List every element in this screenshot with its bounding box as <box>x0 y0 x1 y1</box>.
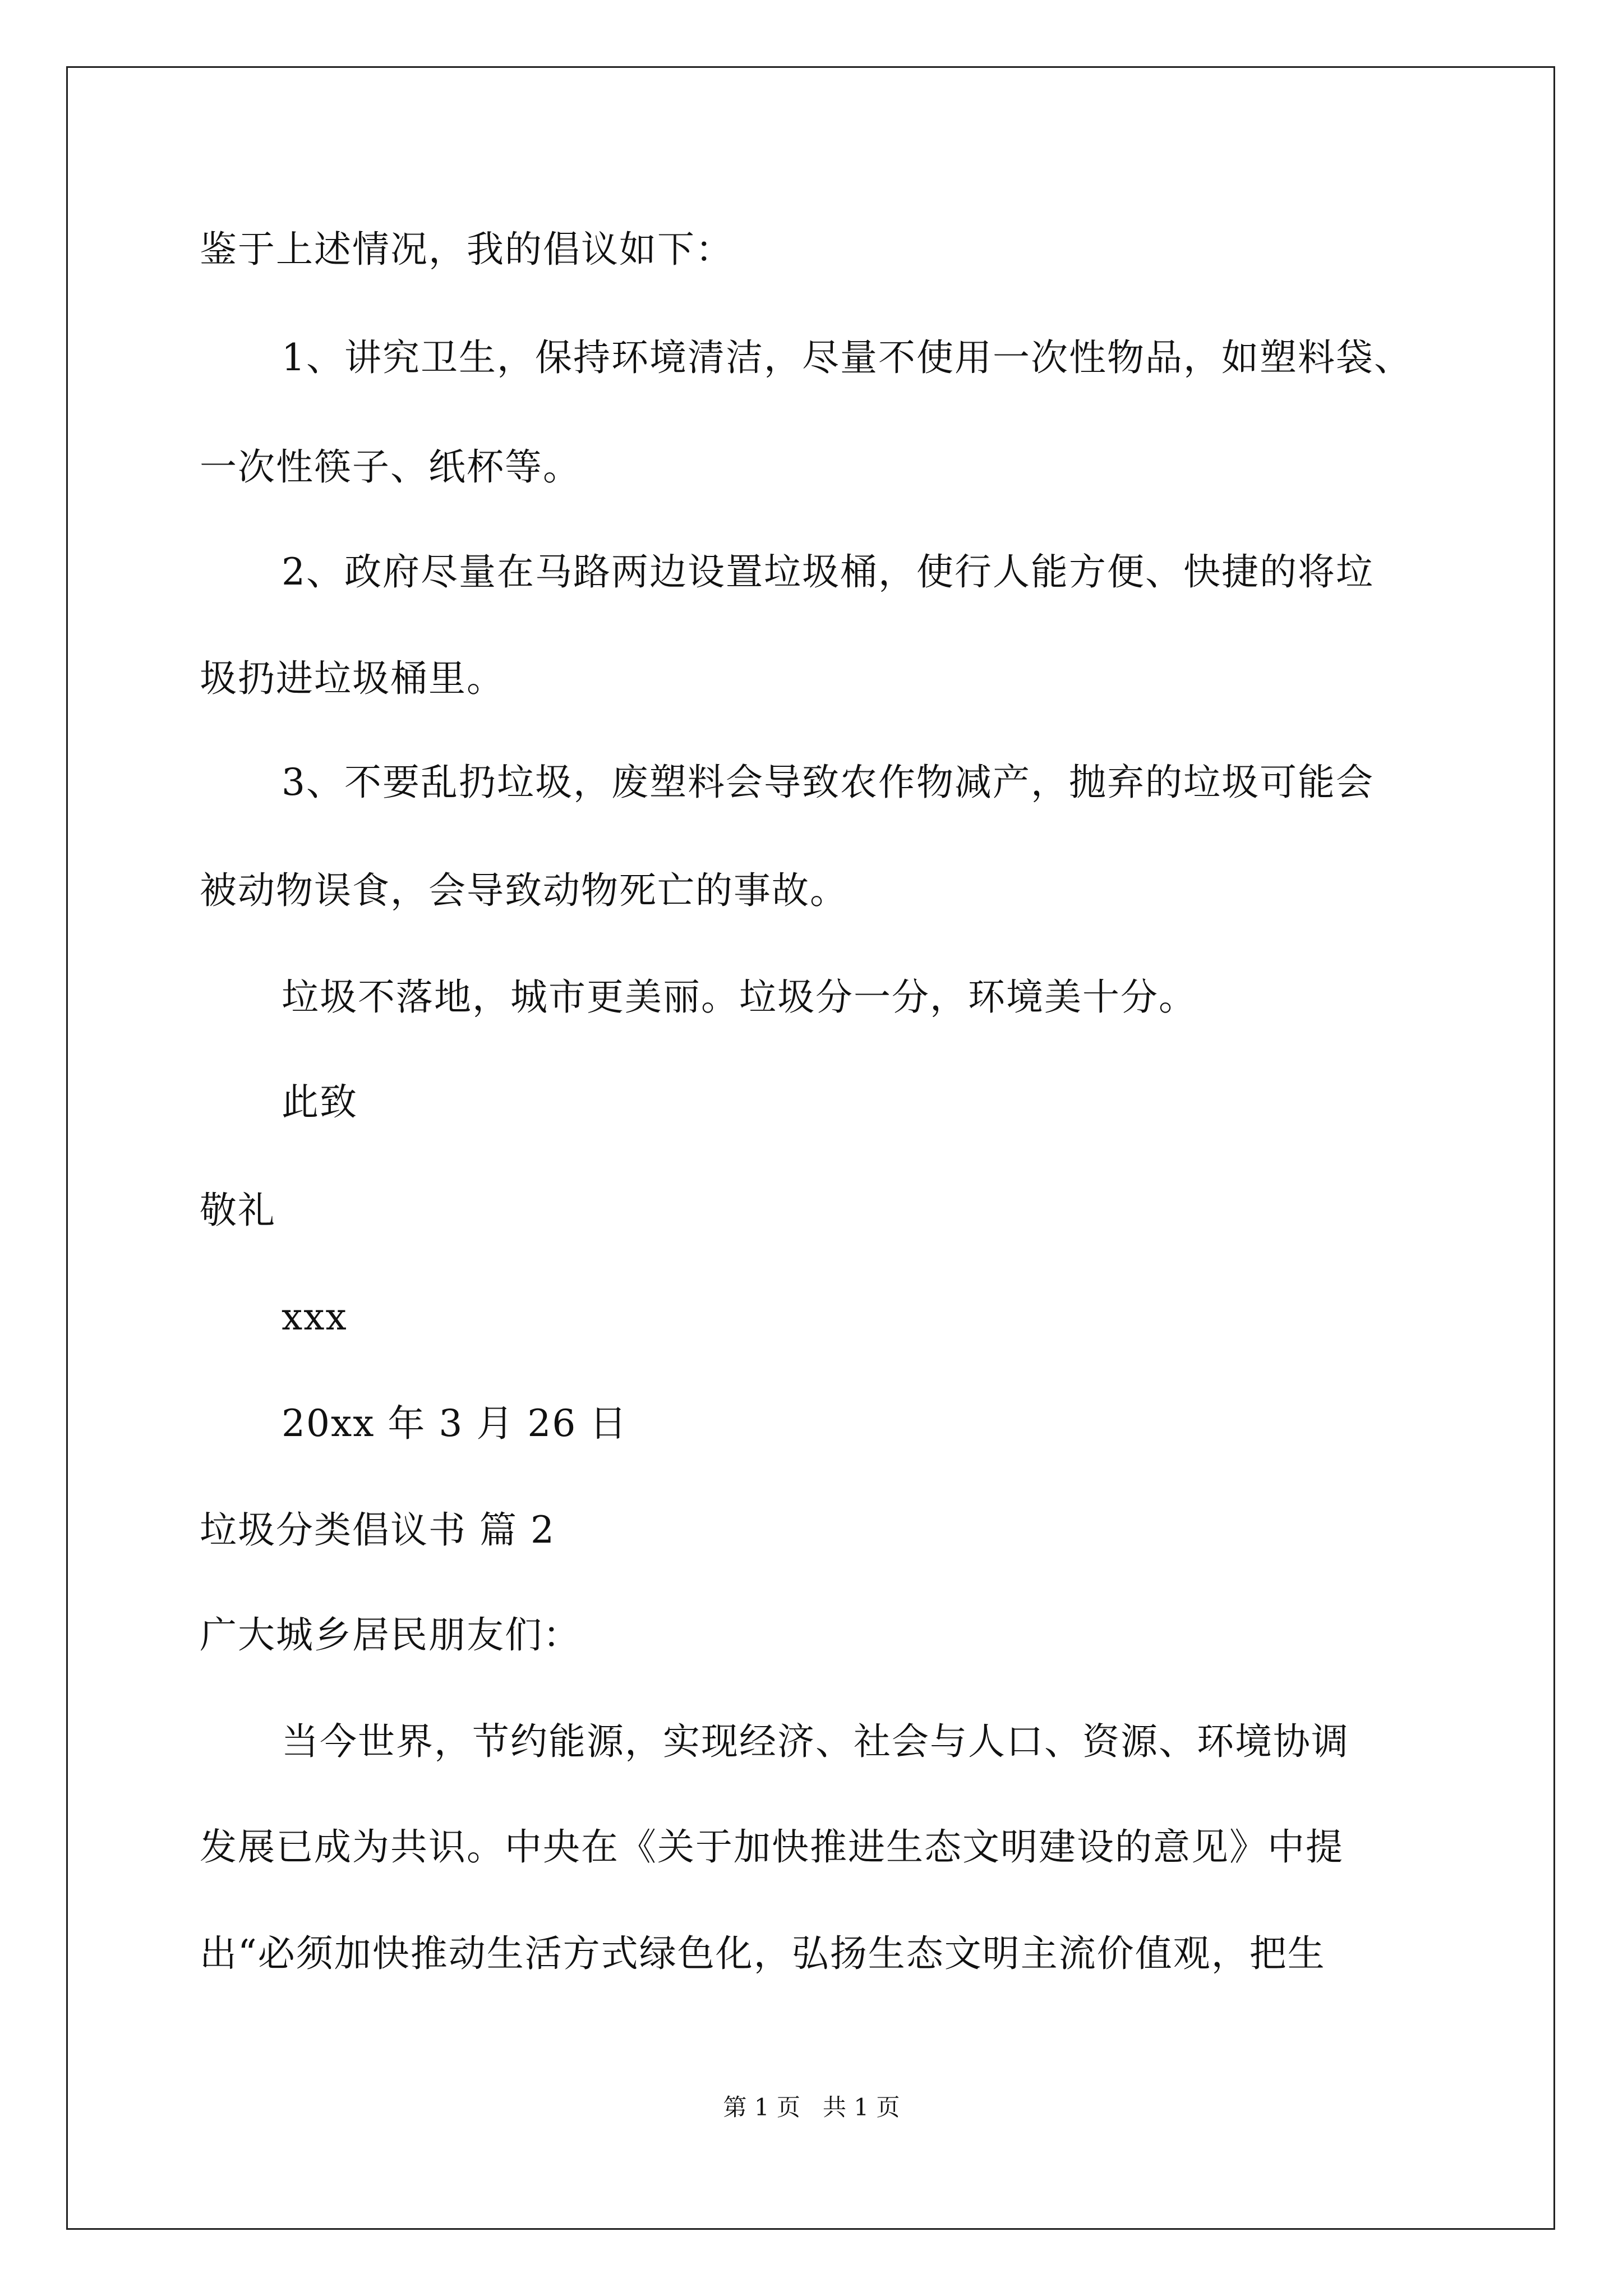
greeting-line: 广大城乡居民朋友们： <box>200 1613 581 1657</box>
body-line-3: 出“必须加快推动生活方式绿色化，弘扬生态文明主流价值观，把生 <box>200 1932 1326 1975</box>
slogan-line: 垃圾不落地，城市更美丽。垃圾分一分，环境美十分。 <box>282 976 1197 1019</box>
closing-line: 此致 <box>282 1080 358 1124</box>
item-1-line-1: 1、讲究卫生，保持环境清洁，尽量不使用一次性物品，如塑料袋、 <box>282 336 1412 379</box>
section-heading: 垃圾分类倡议书 篇 2 <box>200 1508 555 1552</box>
item-1-line-2: 一次性筷子、纸杯等。 <box>200 445 581 489</box>
intro-line: 鉴于上述情况，我的倡议如下： <box>200 228 734 271</box>
body-line-1: 当今世界，节约能源，实现经济、社会与人口、资源、环境协调 <box>282 1720 1349 1763</box>
body-line-2: 发展已成为共识。中央在《关于加快推进生态文明建设的意见》中提 <box>200 1825 1344 1869</box>
date-line: 20xx 年 3 月 26 日 <box>282 1402 628 1445</box>
page-footer: 第 1 页 共 1 页 <box>723 2093 900 2121</box>
signature-line: xxx <box>282 1295 348 1338</box>
salutation-line: 敬礼 <box>200 1189 276 1232</box>
item-2-line-2: 圾扔进垃圾桶里。 <box>200 657 505 700</box>
page-border <box>66 66 1555 2230</box>
item-3-line-1: 3、不要乱扔垃圾，废塑料会导致农作物减产，抛弃的垃圾可能会 <box>282 761 1374 804</box>
item-2-line-1: 2、政府尽量在马路两边设置垃圾桶，使行人能方便、快捷的将垃 <box>282 550 1374 593</box>
item-3-line-2: 被动物误食，会导致动物死亡的事故。 <box>200 869 848 912</box>
